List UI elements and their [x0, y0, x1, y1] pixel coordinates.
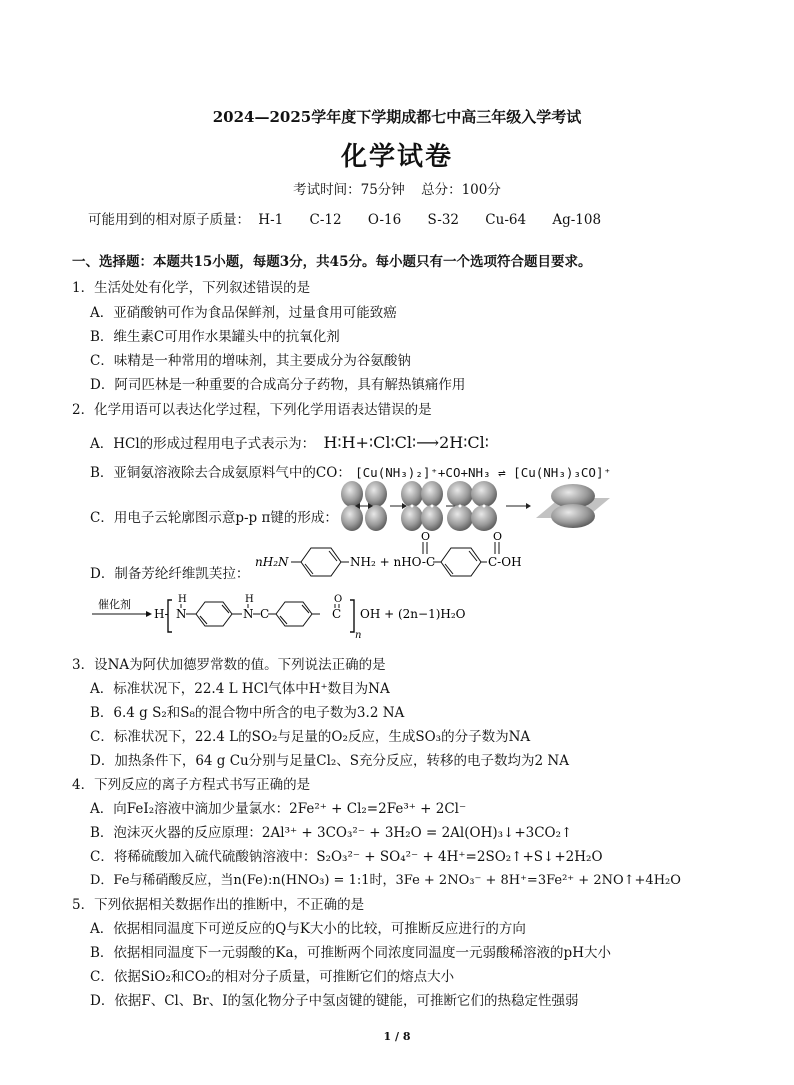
q5-option-c: C．依据SiO₂和CO₂的相对分子质量，可推断它们的熔点大小 — [90, 969, 455, 985]
atom-n-1: N — [176, 607, 187, 621]
q3-option-d: D．加热条件下，64 g Cu分别与足量Cl₂、S充分反应，转移的电子数均为2 NA — [90, 753, 569, 769]
subject-title: 化学试卷 — [340, 142, 453, 172]
orbital-pair-1 — [341, 481, 387, 531]
q2-b-formula: [Cu(NH₃)₂]⁺+CO+NH₃ ⇌ [Cu(NH₃)₃CO]⁺ — [355, 465, 611, 480]
q4-stem: 4．下列反应的离子方程式书写正确的是 — [72, 777, 311, 793]
atom-n-2: N — [243, 607, 254, 621]
q2-stem: 2．化学用语可以表达化学过程，下列化学用语表达错误的是 — [72, 402, 432, 418]
benzene-ring-4 — [276, 602, 312, 626]
atom-o-1: O — [421, 530, 431, 543]
catalyst-label: 催化剂 — [98, 598, 131, 611]
atom-o-2: O — [493, 530, 503, 543]
product-end: OH + (2n−1)H₂O — [360, 607, 466, 621]
atomic-mass-item: H-1 — [258, 212, 284, 228]
q5-option-b: B．依据相同温度下一元弱酸的Ka，可推断两个同浓度同温度一元弱酸稀溶液的pH大小 — [90, 945, 611, 961]
exam-title: 2024—2025学年度下学期成都七中高三年级入学考试 — [212, 108, 582, 126]
q3-option-b: B．6.4 g S₂和S₈的混合物中所含的电子数为3.2 NA — [90, 705, 405, 721]
q2-option-d — [90, 562, 249, 582]
q4-option-d: D．Fe与稀硝酸反应，当n(Fe):n(HNO₃) = 1:1时，3Fe + 2NO₃⁻ + 8H⁺=3Fe²⁺ + 2NO↑+4H₂O — [90, 873, 681, 888]
exam-info — [0, 178, 794, 198]
q3-option-c: C．标准状况下，22.4 L的SO₂与足量的O₂反应，生成SO₃的分子数为NA — [90, 729, 531, 745]
atomic-mass-item: C-12 — [309, 212, 342, 228]
atomic-masses — [88, 208, 623, 228]
q2-a-text: A．HCl的形成过程用电子式表示为： — [90, 436, 316, 452]
q2-a-formula: H∶H+∶Cl∶Cl∶⟶2H∶Cl∶ — [323, 433, 489, 452]
q1-option-b: B．维生素C可用作水果罐头中的抗氧化剂 — [90, 329, 340, 345]
atomic-mass-item: Cu-64 — [485, 212, 527, 228]
pi-bond-orbital — [536, 484, 610, 528]
atomic-mass-item: S-32 — [427, 212, 459, 228]
product-start: H- — [154, 607, 169, 621]
atomic-mass-item: Ag-108 — [552, 212, 602, 228]
page-number: 1 / 8 — [383, 1030, 411, 1043]
section-heading: 一、选择题：本题共15小题，每题3分，共45分。每小题只有一个选项符合题目要求。 — [72, 254, 592, 270]
atom-h-1: H — [178, 594, 187, 605]
q4-option-c: C．将稀硫酸加入硫代硫酸钠溶液中：S₂O₃²⁻ + SO₄²⁻ + 4H⁺=2SO₂↑+S↓+2H₂O — [90, 849, 603, 865]
product-svg — [92, 594, 472, 644]
exam-score: 总分：100分 — [421, 182, 501, 198]
reactant1-label: nH₂N — [255, 555, 289, 569]
q5-option-a: A．依据相同温度下可逆反应的Q与K大小的比较，可推断反应进行的方向 — [90, 921, 526, 937]
polymer-n: n — [355, 630, 362, 641]
q3-stem: 3．设NA为阿伏加德罗常数的值。下列说法正确的是 — [72, 657, 386, 673]
p-orbital-diagram — [338, 478, 618, 534]
exam-time: 考试时间：75分钟 — [293, 182, 405, 198]
q2-b-text: B．亚铜氨溶液除去合成氨原料气中的CO： — [90, 465, 351, 481]
q1-option-a: A．亚硝酸钠可作为食品保鲜剂，过量食用可能致癌 — [90, 305, 397, 321]
q2-d-text: D．制备芳纶纤维凯芙拉： — [90, 566, 250, 582]
reactants-svg — [255, 528, 545, 584]
q4-option-a: A．向FeI₂溶液中滴加少量氯水：2Fe²⁺ + Cl₂=2Fe³⁺ + 2Cl⁻ — [90, 801, 467, 817]
benzene-ring-3 — [196, 602, 232, 626]
orbital-svg — [338, 478, 618, 534]
bracket-left — [168, 600, 172, 632]
q5-stem: 5．下列依据相关数据作出的推断中，不正确的是 — [72, 897, 365, 913]
atomic-mass-item: O-16 — [367, 212, 402, 228]
atom-c-1: C — [260, 607, 270, 621]
benzene-ring-2 — [441, 548, 481, 576]
q5-option-d: D．依据F、Cl、Br、I的氢化物分子中氢卤键的键能，可推断它们的热稳定性强弱 — [90, 993, 579, 1009]
q2-c-text: C．用电子云轮廓图示意p-p π键的形成： — [90, 510, 338, 526]
atom-h-2: H — [245, 594, 254, 605]
atom-c-2: C — [332, 607, 342, 621]
q2-option-c — [90, 506, 338, 526]
kevlar-reactants — [255, 528, 545, 588]
q1-stem: 1．生活处处有化学，下列叙述错误的是 — [72, 280, 311, 296]
reactant1-end: NH₂ + nHO-C — [350, 555, 436, 569]
atom-o-3: O — [334, 594, 343, 605]
atomic-masses-label: 可能用到的相对原子质量： — [88, 212, 250, 228]
bracket-right — [350, 600, 354, 632]
q2-option-a — [90, 432, 489, 452]
q3-option-a: A．标准状况下，22.4 L HCl气体中H⁺数目为NA — [90, 681, 390, 697]
q4-option-b: B．泡沫灭火器的反应原理：2Al³⁺ + 3CO₃²⁻ + 3H₂O = 2Al(OH)₃↓+3CO₂↑ — [90, 825, 573, 841]
orbital-pair-2 — [401, 481, 443, 531]
q1-option-d: D．阿司匹林是一种重要的合成高分子药物，具有解热镇痛作用 — [90, 377, 466, 393]
q1-option-c: C．味精是一种常用的增味剂，其主要成分为谷氨酸钠 — [90, 353, 411, 369]
reactant2-end: C-OH — [488, 555, 522, 569]
benzene-ring-1 — [301, 548, 341, 576]
kevlar-product — [92, 594, 472, 648]
